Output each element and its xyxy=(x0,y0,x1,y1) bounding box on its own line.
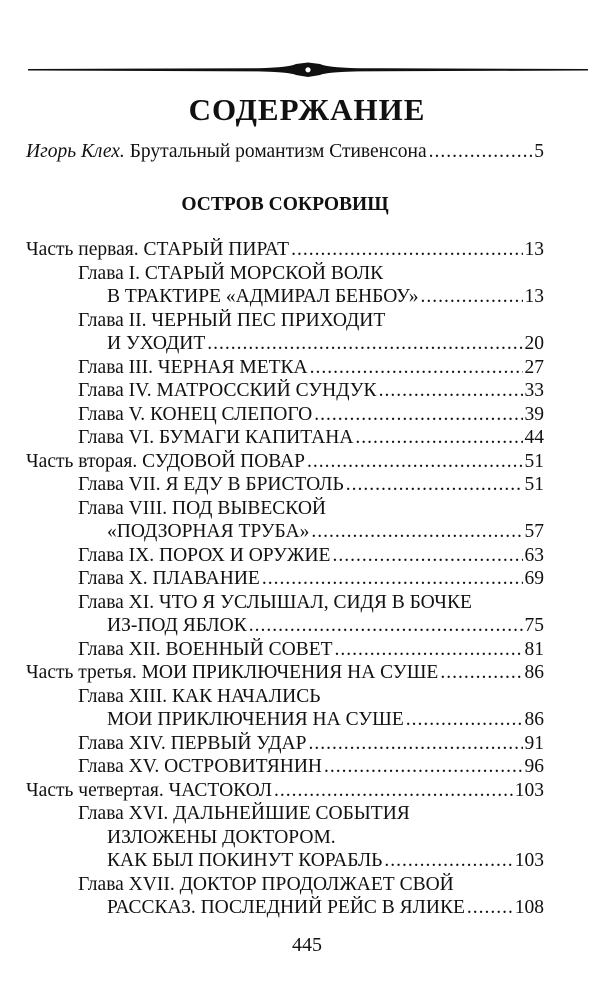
toc-chapter-entry xyxy=(26,426,544,450)
toc-entry-line xyxy=(26,544,544,568)
toc-entry-page: 39 xyxy=(524,403,544,425)
toc-entry-line: Глава VIII. ПОД ВЫВЕСКОЙ xyxy=(78,497,326,519)
table-of-contents xyxy=(26,130,544,920)
toc-entry-title: ИЗ-ПОД ЯБЛОК xyxy=(107,615,247,636)
toc-entry-line xyxy=(26,732,544,756)
toc-entry-line: Глава II. ЧЕРНЫЙ ПЕС ПРИХОДИТ xyxy=(78,309,386,331)
dot-leader xyxy=(291,238,522,262)
dot-leader xyxy=(249,614,523,638)
dot-leader xyxy=(311,520,522,544)
toc-entry-line xyxy=(26,356,544,380)
toc-entry-line xyxy=(26,379,544,403)
toc-entry-title: Часть четвертая. ЧАСТОКОЛ xyxy=(26,779,273,801)
toc-entry-line xyxy=(26,896,544,920)
dot-leader xyxy=(324,755,523,779)
dot-leader xyxy=(421,285,523,309)
dot-leader xyxy=(406,708,523,732)
toc-entry-page: 86 xyxy=(524,709,544,730)
toc-entry-line: ИЗЛОЖЕНЫ ДОКТОРОМ. xyxy=(107,826,336,848)
intro-author: Игорь Клех. xyxy=(26,141,125,162)
toc-entry-line: Глава XVI. ДАЛЬНЕЙШИЕ СОБЫТИЯ xyxy=(78,803,410,824)
dot-leader xyxy=(384,849,512,873)
toc-entry-line xyxy=(26,403,544,427)
toc-entry-line xyxy=(26,567,544,591)
toc-entry-title: Глава III. ЧЕРНАЯ МЕТКА xyxy=(78,356,308,378)
toc-entry-line: Глава XIII. КАК НАЧАЛИСЬ xyxy=(78,685,321,707)
toc-entry-line xyxy=(26,426,544,450)
toc-chapter-entry xyxy=(26,591,544,638)
toc-chapter-entry xyxy=(26,262,544,309)
toc-entry-line xyxy=(26,520,544,544)
toc-entry-page: 51 xyxy=(524,474,544,495)
toc-part-entry xyxy=(26,450,544,474)
ornament-rule xyxy=(28,62,588,78)
toc-entry-line: Глава XI. ЧТО Я УСЛЫШАЛ, СИДЯ В БОЧКЕ xyxy=(78,591,472,613)
toc-chapter-entry xyxy=(26,497,544,544)
book-title: ОСТРОВ СОКРОВИЩ xyxy=(181,193,389,215)
toc-chapter-entry xyxy=(26,873,544,920)
dot-leader xyxy=(379,379,523,403)
toc-entry-line xyxy=(26,755,544,779)
toc-entry-page: 96 xyxy=(524,756,544,777)
dot-leader xyxy=(207,332,522,356)
toc-entry-page: 13 xyxy=(524,286,544,307)
toc-entry-page: 75 xyxy=(524,615,544,636)
toc-entry-title: РАССКАЗ. ПОСЛЕДНИЙ РЕЙС В ЯЛИКЕ xyxy=(107,897,465,918)
dot-leader xyxy=(310,356,523,380)
toc-chapter-entry xyxy=(26,755,544,779)
toc-chapter-entry xyxy=(26,802,544,873)
intro-text xyxy=(26,140,427,164)
toc-entry-page: 81 xyxy=(524,638,544,660)
toc-entry-title: Глава VI. БУМАГИ КАПИТАНА xyxy=(78,427,354,448)
dot-leader xyxy=(308,732,522,756)
toc-entry-page: 86 xyxy=(524,662,544,683)
page-number: 445 xyxy=(292,934,322,956)
toc-entry-page: 57 xyxy=(524,521,544,542)
toc-part-entry xyxy=(26,779,544,803)
dot-leader xyxy=(335,638,523,662)
dot-leader xyxy=(274,779,513,803)
toc-chapter-entry xyxy=(26,403,544,427)
toc-entry-page: 51 xyxy=(524,450,544,472)
toc-entry-title: КАК БЫЛ ПОКИНУТ КОРАБЛЬ xyxy=(107,850,383,871)
toc-entry-page: 63 xyxy=(524,544,544,566)
toc-entry-line xyxy=(26,779,544,803)
toc-entry-line: Глава I. СТАРЫЙ МОРСКОЙ ВОЛК xyxy=(78,262,384,284)
page-title: СОДЕРЖАНИЕ xyxy=(188,92,426,127)
toc-chapter-entry xyxy=(26,356,544,380)
toc-entry-line xyxy=(26,332,544,356)
toc-chapter-entry xyxy=(26,309,544,356)
toc-entry-line: Глава XVII. ДОКТОР ПРОДОЛЖАЕТ СВОЙ xyxy=(78,873,454,895)
toc-entry-page: 103 xyxy=(514,779,544,801)
dot-leader xyxy=(332,544,522,568)
intro-page: 5 xyxy=(534,141,544,162)
toc-chapter-entry xyxy=(26,638,544,662)
dot-leader xyxy=(467,896,513,920)
toc-entry-title: Часть вторая. СУДОВОЙ ПОВАР xyxy=(26,450,306,472)
toc-entry-title: Часть третья. МОИ ПРИКЛЮЧЕНИЯ НА СУШЕ xyxy=(26,662,439,683)
toc-entry-title: Глава X. ПЛАВАНИЕ xyxy=(78,568,260,589)
toc-chapter-entry xyxy=(26,732,544,756)
toc-entry-line xyxy=(26,708,544,732)
toc-entry-title: Глава XII. ВОЕННЫЙ СОВЕТ xyxy=(78,638,333,660)
toc-entry-page: 20 xyxy=(524,333,544,354)
toc-entry-line xyxy=(26,614,544,638)
dot-leader xyxy=(262,567,523,591)
dot-leader xyxy=(314,403,522,427)
toc-entry-title: Глава XIV. ПЕРВЫЙ УДАР xyxy=(78,732,307,754)
toc-chapter-entry xyxy=(26,379,544,403)
toc-entry-page: 13 xyxy=(524,239,544,260)
toc-chapter-entry xyxy=(26,567,544,591)
toc-entry-title: «ПОДЗОРНАЯ ТРУБА» xyxy=(107,521,310,542)
toc-entry-title: Глава VII. Я ЕДУ В БРИСТОЛЬ xyxy=(78,474,344,495)
toc-entry-line xyxy=(26,661,544,685)
toc-entry-line xyxy=(26,473,544,497)
intro-entry xyxy=(26,140,544,164)
toc-entry-title: МОИ ПРИКЛЮЧЕНИЯ НА СУШЕ xyxy=(107,709,404,730)
dot-leader xyxy=(440,661,522,685)
toc-entry-title: Глава IV. МАТРОССКИЙ СУНДУК xyxy=(78,380,377,401)
toc-entry-page: 108 xyxy=(514,897,544,918)
toc-entry-page: 103 xyxy=(514,850,544,871)
toc-entry-title: Глава XV. ОСТРОВИТЯНИН xyxy=(78,756,322,777)
toc-chapter-entry xyxy=(26,685,544,732)
dot-leader xyxy=(307,450,522,474)
toc-entry-page: 33 xyxy=(524,380,544,401)
toc-entry-title: В ТРАКТИРЕ «АДМИРАЛ БЕНБОУ» xyxy=(107,286,419,307)
toc-entry-line xyxy=(26,285,544,309)
toc-part-entry xyxy=(26,661,544,685)
intro-title: Брутальный романтизм Стивенсона xyxy=(129,141,427,162)
toc-entry-title: Глава V. КОНЕЦ СЛЕПОГО xyxy=(78,403,313,425)
toc-part-entry xyxy=(26,238,544,262)
toc-entry-page: 27 xyxy=(524,356,544,378)
toc-entry-page: 91 xyxy=(524,732,544,754)
toc-entry-line xyxy=(26,849,544,873)
dot-leader xyxy=(346,473,523,497)
toc-chapter-entry xyxy=(26,544,544,568)
toc-entry-title: И УХОДИТ xyxy=(107,333,206,354)
toc-entry-page: 69 xyxy=(524,568,544,589)
dot-leader xyxy=(355,426,522,450)
toc-entry-title: Часть первая. СТАРЫЙ ПИРАТ xyxy=(26,239,290,260)
toc-entry-line xyxy=(26,238,544,262)
toc-chapter-entry xyxy=(26,473,544,497)
toc-entry-title: Глава IX. ПОРОХ И ОРУЖИЕ xyxy=(78,544,331,566)
toc-entry-page: 44 xyxy=(524,427,544,448)
toc-entry-line xyxy=(26,638,544,662)
toc-entry-line xyxy=(26,450,544,474)
dot-leader xyxy=(429,140,533,164)
